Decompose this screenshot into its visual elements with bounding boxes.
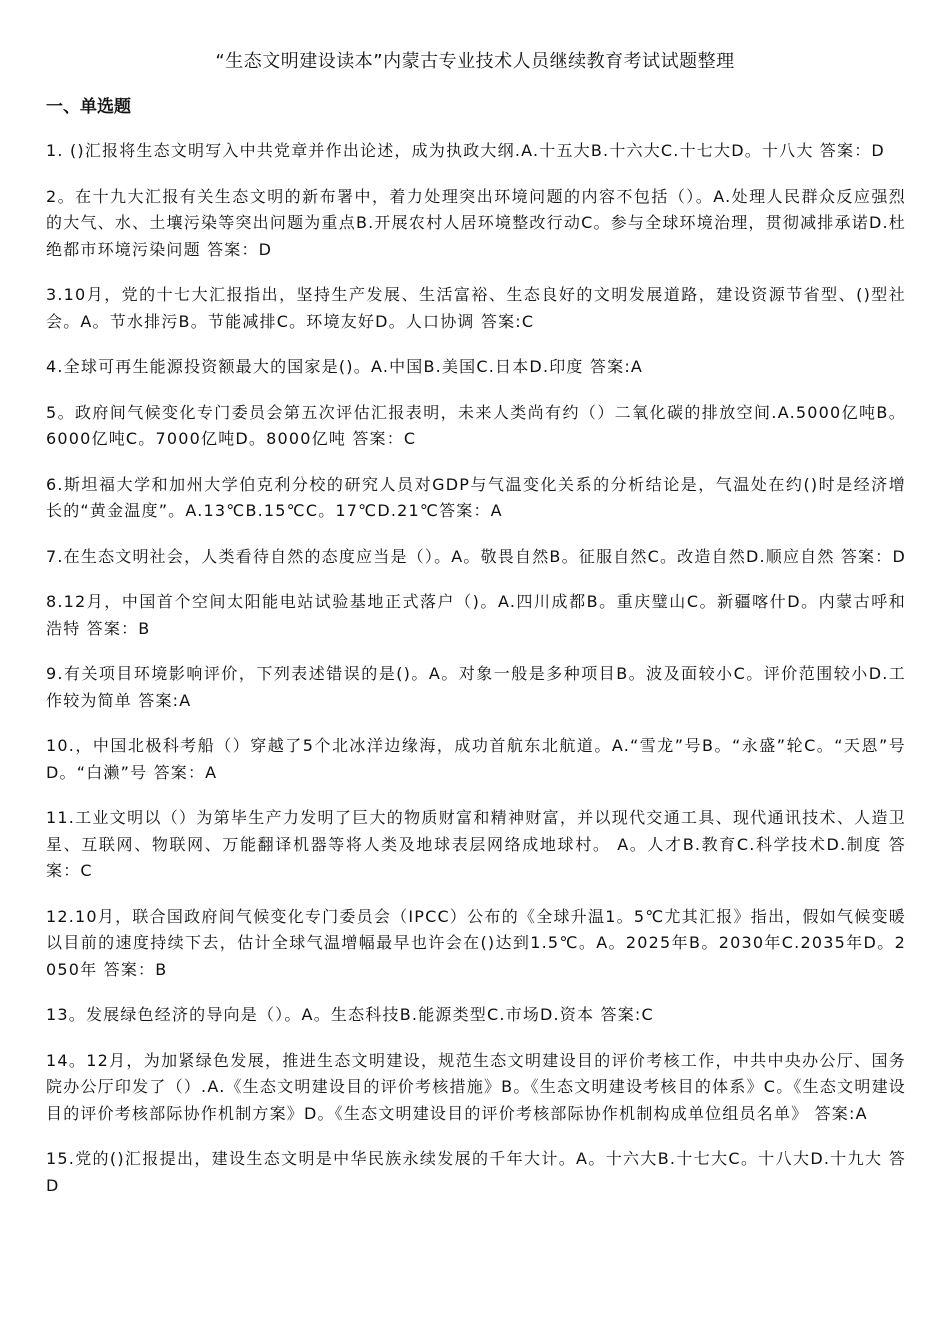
question-item: 3.10月，党的十七大汇报指出，坚持生产发展、生活富裕、生态良好的文明发展道路，建设资源节省型、()型社会。A。节水排污B。节能减排C。环境友好D。人口协调 答案:C xyxy=(46,285,906,331)
question-item: 13。发展绿色经济的导向是（）。A。生态科技B.能源类型C.市场D.资本 答案:C xyxy=(46,1005,654,1024)
question-item: 8.12月，中国首个空间太阳能电站试验基地正式落户（)。A.四川成都B。重庆璧山C。新疆喀什D。内蒙古呼和浩特 答案：B xyxy=(46,592,906,638)
question-item: 7.在生态文明社会，人类看待自然的态度应当是（）。A。敬畏自然B。征服自然C。改造自然D.顺应自然 答案：D xyxy=(46,546,906,566)
question-item: 12.10月，联合国政府间气候变化专门委员会（IPCC）公布的《全球升温1。5℃尤其汇报》指出，假如气候变暖以目前的速度持续下去，估计全球气温增幅最早也许会在()达到1.5℃。A。2025年B。2030年C.2035年D。2050年 答案：B xyxy=(46,906,906,979)
question-item: 5。政府间气候变化专门委员会第五次评估汇报表明，未来人类尚有约（）二氧化碳的排放空间.A.5000亿吨B。6000亿吨C。7000亿吨D。8000亿吨 答案：C xyxy=(46,402,906,448)
question-item: 15.党的()汇报提出，建设生态文明是中华民族永续发展的千年大计。A。十六大B.十七大C。十八大D.十九大 答D xyxy=(46,1149,906,1195)
section-heading: 一、单选题 xyxy=(46,97,131,117)
question-item: 14。12月，为加紧绿色发展，推进生态文明建设，规范生态文明建设目的评价考核工作，中共中央办公厅、国务院办公厅印发了（）.A.《生态文明建设目的评价考核措施》B。《生态文明建设考核目的体系》C。《生态文明建设目的评价考核部际协作机制方案》D。《生态文明建设目的评价考核部际协作机制构成单位组员名单》 答案:A xyxy=(46,1050,906,1123)
question-item: 6.斯坦福大学和加州大学伯克利分校的研究人员对GDP与气温变化关系的分析结论是，气温处在约()时是经济增长的“黄金温度”。A.13℃B.15℃C。17℃D.21℃答案：A xyxy=(46,474,906,520)
question-item: 10.，中国北极科考船（）穿越了5个北冰洋边缘海，成功首航东北航道。A.“雪龙”号B。“永盛”轮C。“天恩”号D。“白濑”号 答案：A xyxy=(46,736,906,782)
question-item: 2。在十九大汇报有关生态文明的新布署中，着力处理突出环境问题的内容不包括（）。A.处理人民群众反应强烈的大气、水、土壤污染等突出问题为重点B.开展农村人居环境整改行动C。参与全球环境治理，贯彻减排承诺D.杜绝都市环境污染问题 答案：D xyxy=(46,186,906,259)
question-item: 9.有关项目环境影响评价，下列表述错误的是()。A。对象一般是多种项目B。波及面较小C。评价范围较小D.工作较为简单 答案:A xyxy=(46,664,906,710)
question-item: 4.全球可再生能源投资额最大的国家是()。A.中国B.美国C.日本D.印度 答案:A xyxy=(46,357,644,376)
question-item: 11.工业文明以（）为第毕生产力发明了巨大的物质财富和精神财富，并以现代交通工具、现代通讯技术、人造卫星、互联网、物联网、万能翻译机器等将人类及地球表层网络成地球村。 A。人才B.教育C.科学技术D.制度 答案：C xyxy=(46,808,906,880)
document-title: “生态文明建设读本”内蒙古专业技术人员继续教育考试试题整理 xyxy=(215,51,735,72)
question-item: 1. ()汇报将生态文明写入中共党章并作出论述，成为执政大纲.A.十五大B.十六大C.十七大D。十八大 答案：D xyxy=(46,141,885,160)
question-list xyxy=(46,138,906,1218)
